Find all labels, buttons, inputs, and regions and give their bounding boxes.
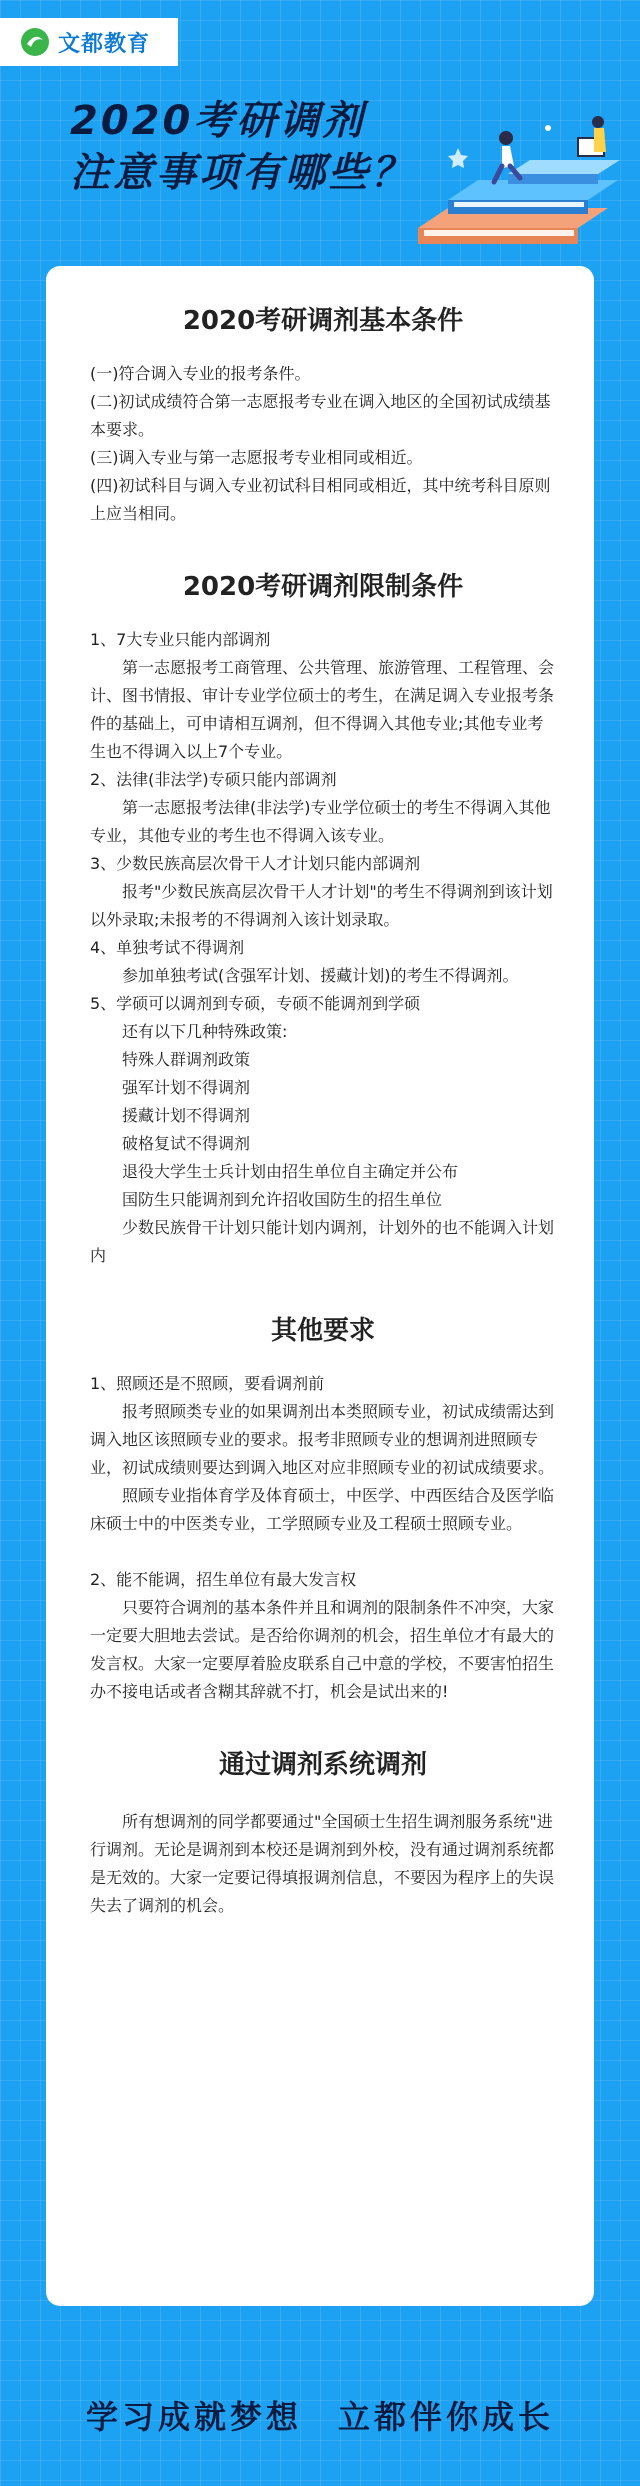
restriction-2-body: 第一志愿报考法律(非法学)专业学位硕士的考生不得调入其他专业，其他专业的考生也不得调入该专业。 xyxy=(90,798,551,845)
adjustment-system-paragraph: 所有想调剂的同学都要通过"全国硕士生招生调剂服务系统"进行调剂。无论是调剂到本校还是调剂到外校，没有通过调剂系统都是无效的。大家一定要记得填报调剂信息，不要因为程序上的失误失去了调剂的机会。 xyxy=(90,1812,555,1915)
footer-slogan: 学习成就梦想 立都伴你成长 xyxy=(85,2398,554,2436)
content-card xyxy=(46,266,594,2306)
headline-line-1: 2020考研调剂 xyxy=(70,98,366,144)
section-title-adjustment-system: 通过调剂系统调剂 xyxy=(218,1750,427,1780)
basic-conditions-list xyxy=(90,360,556,528)
section-title-basic-conditions: 2020考研调剂基本条件 xyxy=(182,306,464,336)
restriction-3-body: 报考"少数民族高层次骨干人才计划"的考生不得调剂到该计划以外录取;未报考的不得调剂入该计划录取。 xyxy=(90,882,553,929)
restriction-2-title: 2、法律(非法学)专硕只能内部调剂 xyxy=(90,770,337,789)
restriction-1-body: 第一志愿报考工商管理、公共管理、旅游管理、工程管理、会计、图书情报、审计专业学位硕士的考生，在满足调入专业报考条件的基础上，可申请相互调剂，但不得调入其他专业;其他专业考生也不得调入以上7个专业。 xyxy=(90,658,555,761)
special-policy-item: 援藏计划不得调剂 xyxy=(122,1106,251,1125)
list-item: (二)初试成绩符合第一志愿报考专业在调入地区的全国初试成绩基本要求。 xyxy=(90,392,551,439)
requirement-1-body: 报考照顾类专业的如果调剂出本类照顾专业，初试成绩需达到调入地区该照顾专业的要求。报考非照顾专业的想调剂进照顾专业，初试成绩则要达到调入地区对应非照顾专业的初试成绩要求。 xyxy=(90,1402,555,1477)
card-content xyxy=(90,266,556,1920)
brand-logo[interactable] xyxy=(0,18,178,66)
special-policy-item: 少数民族骨干计划只能计划内调剂，计划外的也不能调入计划内 xyxy=(90,1218,555,1265)
special-policy-item: 退役大学生士兵计划由招生单位自主确定并公布 xyxy=(122,1162,459,1181)
list-item: (一)符合调入专业的报考条件。 xyxy=(90,364,311,383)
special-policy-item: 国防生只能调剂到允许招收国防生的招生单位 xyxy=(122,1190,443,1209)
adjustment-system-body xyxy=(90,1808,556,1920)
section-title-restrictions: 2020考研调剂限制条件 xyxy=(182,572,464,602)
special-policy-item: 特殊人群调剂政策 xyxy=(122,1050,251,1069)
special-policy-item: 破格复试不得调剂 xyxy=(122,1134,251,1153)
restriction-4-body: 参加单独考试(含强军计划、援藏计划)的考生不得调剂。 xyxy=(122,966,519,985)
requirement-1-title: 1、照顾还是不照顾，要看调剂前 xyxy=(90,1374,325,1393)
logo-text: 文都教育 xyxy=(58,31,151,57)
restriction-1-title: 1、7大专业只能内部调剂 xyxy=(90,630,271,649)
list-item: (三)调入专业与第一志愿报考专业相同或相近。 xyxy=(90,448,423,467)
list-item: (四)初试科目与调入专业初试科目相同或相近，其中统考科目原则上应当相同。 xyxy=(90,476,551,523)
requirement-1-note: 照顾专业指体育学及体育硕士，中医学、中西医结合及医学临床硕士中的中医类专业，工学照顾专业及工程硕士照顾专业。 xyxy=(90,1486,555,1533)
special-policies-intro: 还有以下几种特殊政策: xyxy=(122,1022,288,1041)
study-books-illustration xyxy=(398,108,628,258)
requirement-2-title: 2、能不能调，招生单位有最大发言权 xyxy=(90,1570,357,1589)
special-policy-item: 强军计划不得调剂 xyxy=(122,1078,251,1097)
page-headline xyxy=(70,95,414,199)
requirement-2-body: 只要符合调剂的基本条件并且和调剂的限制条件不冲突，大家一定要大胆地去尝试。是否给你调剂的机会，招生单位才有最大的发言权。大家一定要厚着脸皮联系自己中意的学校，不要害怕招生办不接电话或者含糊其辞就不打，机会是试出来的! xyxy=(90,1598,555,1701)
logo-icon xyxy=(20,27,50,57)
headline-line-2: 注意事项有哪些？ xyxy=(70,150,414,196)
restriction-3-title: 3、少数民族高层次骨干人才计划只能内部调剂 xyxy=(90,854,421,873)
restriction-5-title: 5、学硕可以调剂到专硕，专硕不能调剂到学硕 xyxy=(90,994,421,1013)
other-requirements-list xyxy=(90,1370,556,1706)
restriction-4-title: 4、单独考试不得调剂 xyxy=(90,938,245,957)
restrictions-list xyxy=(90,626,556,1270)
section-title-other-requirements: 其他要求 xyxy=(270,1316,375,1346)
